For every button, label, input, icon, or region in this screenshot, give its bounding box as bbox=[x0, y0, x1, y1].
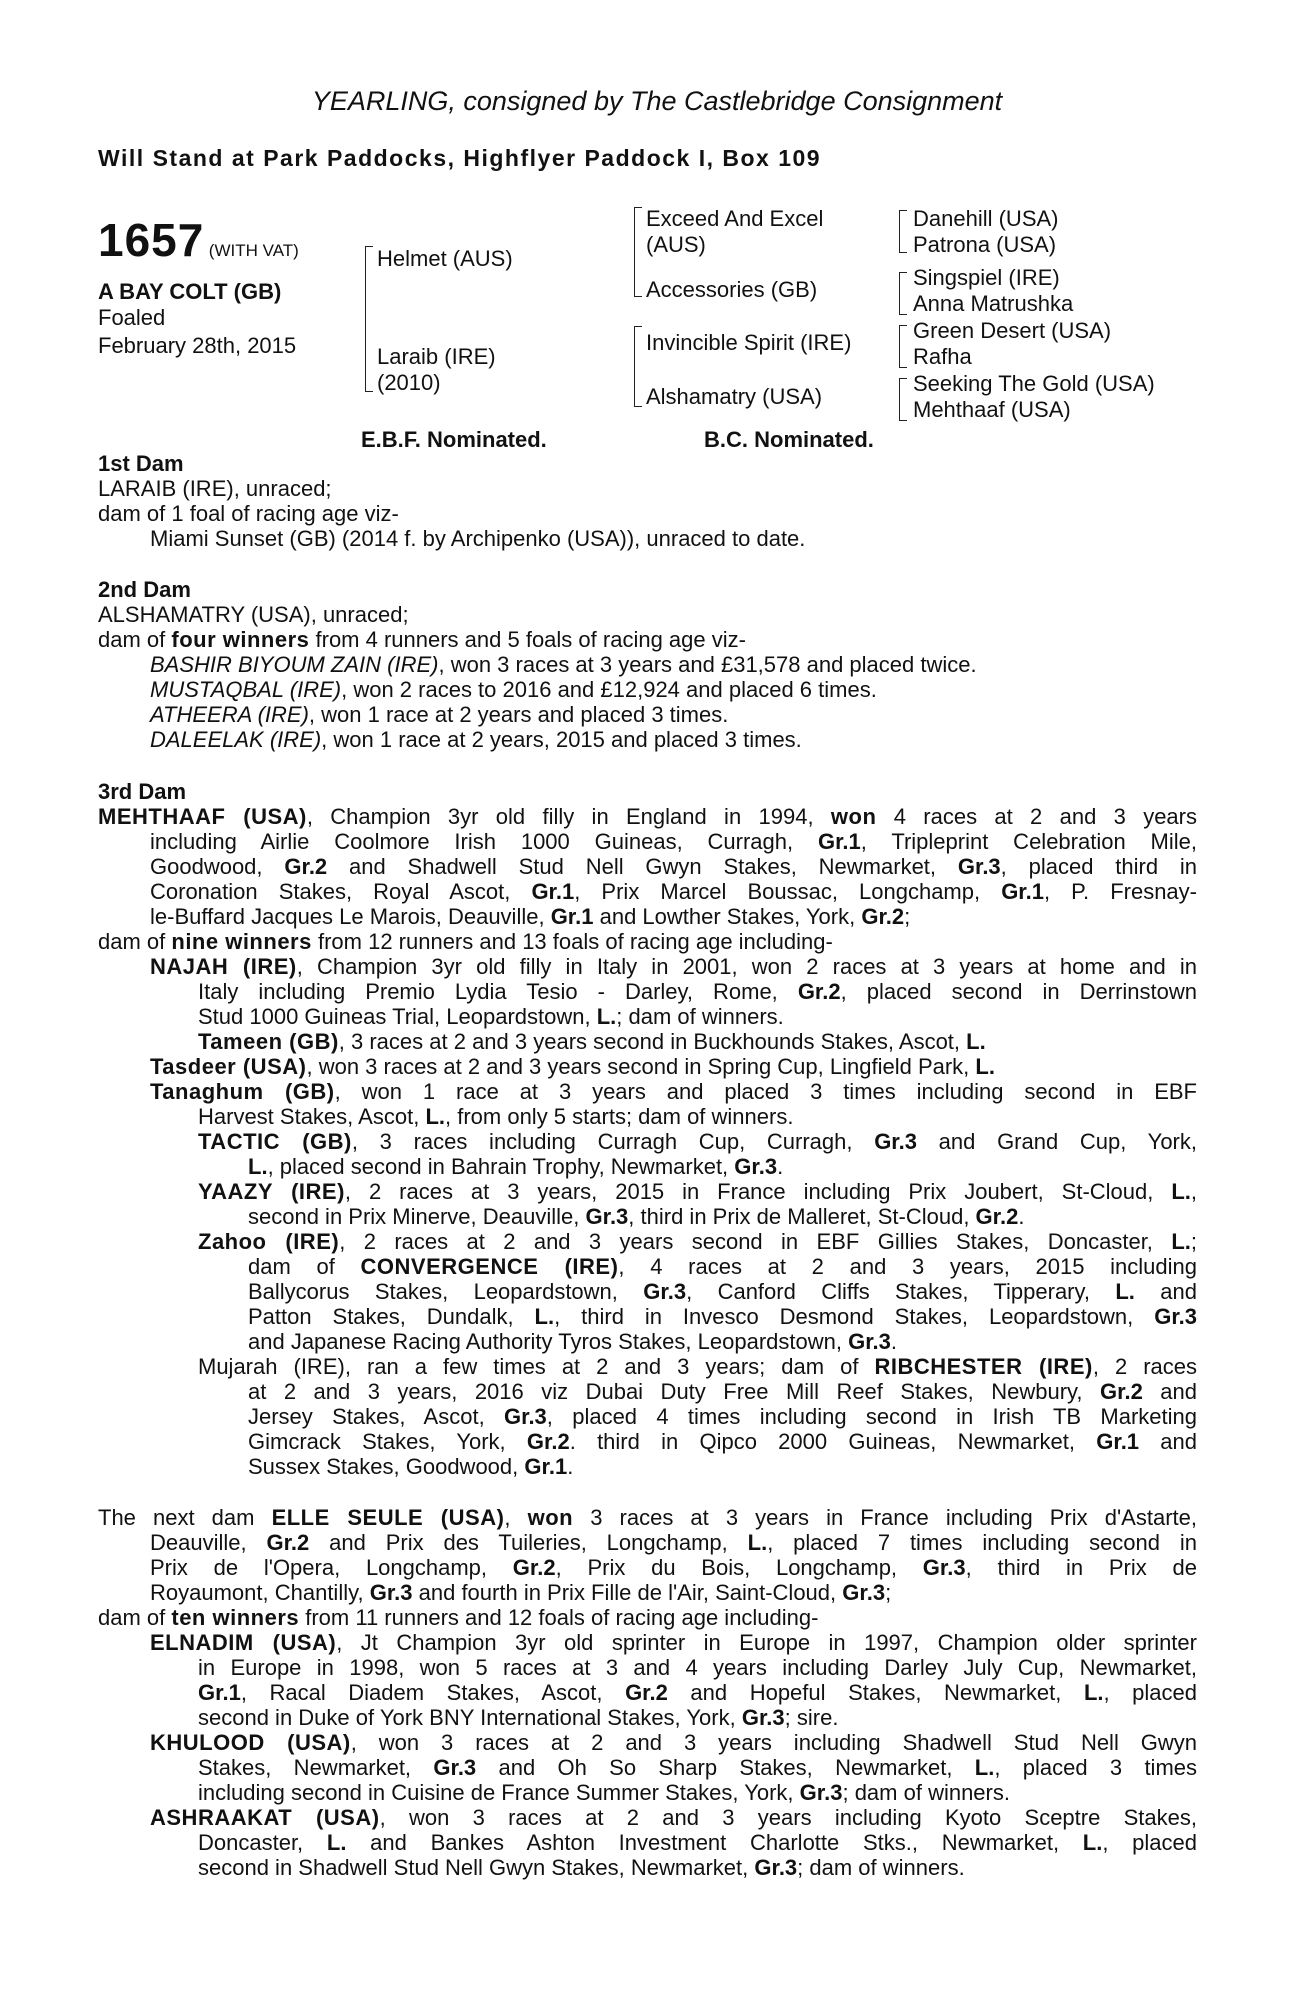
text-run: Zahoo (IRE) bbox=[198, 1229, 340, 1254]
text-run: ; dam of winners. bbox=[616, 1004, 784, 1029]
next-dam-runner bbox=[198, 1830, 1197, 1855]
text-run: 4 races at 2 and 3 years bbox=[876, 804, 1197, 829]
text-run: , Canford Cliffs Stakes, Tipperary, bbox=[686, 1279, 1116, 1304]
third-dam-line bbox=[150, 829, 1197, 854]
vat-note: (WITH VAT) bbox=[208, 241, 299, 260]
text-run: Gr.1 bbox=[198, 1680, 241, 1705]
text-run: Gr.1 bbox=[1096, 1429, 1140, 1454]
text-run: L. bbox=[248, 1154, 268, 1179]
text-run: Gr.3 bbox=[643, 1279, 687, 1304]
text-run: L. bbox=[1115, 1279, 1135, 1304]
text-run: Tameen (GB) bbox=[198, 1029, 339, 1054]
second-dam-runner bbox=[150, 677, 877, 702]
text-run: Gr.1 bbox=[524, 1454, 568, 1479]
pedigree-brace bbox=[634, 207, 635, 297]
third-dam-line bbox=[98, 929, 833, 954]
text-run: ELNADIM (USA) bbox=[150, 1630, 337, 1655]
text-run: L. bbox=[1083, 1680, 1104, 1705]
section-heading-2nd-dam: 2nd Dam bbox=[98, 577, 191, 602]
section-heading-1st-dam: 1st Dam bbox=[98, 451, 184, 476]
text-run: , placed second in Bahrain Trophy, Newmarket, bbox=[267, 1154, 735, 1179]
text-run: . bbox=[777, 1154, 784, 1179]
text-run: ; sire. bbox=[784, 1705, 839, 1730]
third-dam-runner bbox=[198, 1129, 1197, 1154]
text-run: dam of bbox=[98, 627, 172, 652]
text-run: ASHRAAKAT (USA) bbox=[150, 1805, 380, 1830]
text-run: ; dam of winners. bbox=[842, 1780, 1010, 1805]
pedigree-sire: Helmet (AUS) bbox=[377, 246, 513, 271]
text-run: TACTIC (GB) bbox=[198, 1129, 352, 1154]
text-run: , placed 3 times bbox=[994, 1755, 1198, 1780]
text-run: , Champion 3yr old filly in Italy in 2001, won 2 races at 3 years at home and in bbox=[296, 954, 1198, 979]
lot-number: 1657 bbox=[98, 214, 205, 266]
second-dam-runner bbox=[150, 702, 728, 727]
text-run: Ballycorus Stakes, Leopardstown, bbox=[248, 1279, 644, 1304]
text-run: Gr.3 bbox=[922, 1555, 966, 1580]
text-run: Gr.3 bbox=[754, 1855, 798, 1880]
next-dam-line bbox=[150, 1555, 1197, 1580]
text-run: second in Duke of York BNY International Stakes, York, bbox=[198, 1705, 742, 1730]
next-dam-runner bbox=[150, 1630, 1197, 1655]
text-run: , bbox=[504, 1505, 528, 1530]
pedigree-brace bbox=[899, 272, 900, 315]
text-run: Patton Stakes, Dundalk, bbox=[248, 1304, 535, 1329]
pedigree-ss-dam: Patrona (USA) bbox=[913, 232, 1057, 257]
text-run: Gr.3 bbox=[734, 1154, 778, 1179]
text-run: second in Shadwell Stud Nell Gwyn Stakes, Newmarket, bbox=[198, 1855, 755, 1880]
text-run: nine winners bbox=[171, 929, 312, 954]
third-dam-runner bbox=[198, 1354, 1197, 1379]
foaled-date: February 28th, 2015 bbox=[98, 333, 297, 358]
text-run: Sussex Stakes, Goodwood, bbox=[248, 1454, 525, 1479]
text-run: and Hopeful Stakes, Newmarket, bbox=[667, 1680, 1084, 1705]
horse-description: A BAY COLT (GB) bbox=[98, 279, 282, 304]
text-run: Gr.1 bbox=[531, 879, 575, 904]
text-run: CONVERGENCE (IRE) bbox=[360, 1254, 619, 1279]
next-dam-runner bbox=[198, 1755, 1197, 1780]
third-dam-runner bbox=[248, 1379, 1197, 1404]
text-run: , placed third in bbox=[1000, 854, 1197, 879]
next-dam-runner bbox=[198, 1705, 838, 1730]
text-run: Mujarah (IRE), ran a few times at 2 and 3 years; dam of bbox=[198, 1354, 875, 1379]
text-run: Gr.3 bbox=[874, 1129, 917, 1154]
text-run: including Airlie Coolmore Irish 1000 Guineas, Curragh, bbox=[150, 829, 818, 854]
text-run: Stakes, Newmarket, bbox=[198, 1755, 434, 1780]
text-run: and Grand Cup, York, bbox=[917, 1129, 1197, 1154]
third-dam-runner bbox=[198, 1004, 784, 1029]
text-run: BASHIR BIYOUM ZAIN (IRE) bbox=[150, 652, 439, 677]
text-run: YAAZY (IRE) bbox=[198, 1179, 345, 1204]
text-run: , placed bbox=[1103, 1680, 1197, 1705]
pedigree-sd-dam: Anna Matrushka bbox=[913, 291, 1074, 316]
text-run: four winners bbox=[171, 627, 310, 652]
foaled-label: Foaled bbox=[98, 305, 166, 330]
text-run: Jersey Stakes, Ascot, bbox=[248, 1404, 504, 1429]
second-dam-runner bbox=[150, 727, 802, 752]
text-run: Gr.2 bbox=[861, 904, 905, 929]
third-dam-runner bbox=[198, 1104, 793, 1129]
ebf-nominated: E.B.F. Nominated. bbox=[361, 427, 547, 452]
third-dam-runner bbox=[198, 1179, 1197, 1204]
third-dam-runner bbox=[150, 954, 1197, 979]
text-run: Prix de l'Opera, Longchamp, bbox=[150, 1555, 513, 1580]
third-dam-runner bbox=[198, 1229, 1197, 1254]
text-run: , placed 4 times including second in Irish TB Marketing bbox=[546, 1404, 1197, 1429]
text-run: and bbox=[1134, 1279, 1197, 1304]
text-run: , Prix du Bois, Longchamp, bbox=[555, 1555, 923, 1580]
first-dam-line: dam of 1 foal of racing age viz- bbox=[98, 501, 399, 526]
text-run: , won 1 race at 2 years and placed 3 times. bbox=[308, 702, 729, 727]
pedigree-brace bbox=[899, 378, 900, 421]
text-run: , won 3 races at 3 years and £31,578 and placed twice. bbox=[438, 652, 977, 677]
text-run: L. bbox=[534, 1304, 555, 1329]
second-dam-line: ALSHAMATRY (USA), unraced; bbox=[98, 602, 409, 627]
third-dam-runner bbox=[248, 1429, 1197, 1454]
next-dam-line bbox=[98, 1605, 818, 1630]
text-run: , won 3 races at 2 and 3 years including Kyoto Sceptre Stakes, bbox=[379, 1805, 1197, 1830]
text-run: L. bbox=[326, 1830, 347, 1855]
text-run: Gr.3 bbox=[585, 1204, 629, 1229]
text-run: The next dam bbox=[98, 1505, 272, 1530]
text-run: Gr.3 bbox=[799, 1780, 843, 1805]
pedigree-brace bbox=[634, 326, 635, 407]
next-dam-runner bbox=[198, 1780, 1010, 1805]
text-run: and fourth in Prix Fille de l'Air, Saint-Cloud, bbox=[412, 1580, 843, 1605]
text-run: and Oh So Sharp Stakes, Newmarket, bbox=[476, 1755, 975, 1780]
text-run: , from only 5 starts; dam of winners. bbox=[445, 1104, 794, 1129]
pedigree-sire-sire-name: Exceed And Excel bbox=[646, 206, 824, 231]
text-run: Gr.1 bbox=[1001, 879, 1044, 904]
text-run: dam of bbox=[98, 929, 172, 954]
text-run: ; bbox=[904, 904, 911, 929]
text-run: Gr.2 bbox=[266, 1530, 310, 1555]
text-run: , won 2 races to 2016 and £12,924 and placed 6 times. bbox=[341, 677, 877, 702]
text-run: , won 3 races at 2 and 3 years second in Spring Cup, Lingfield Park, bbox=[306, 1054, 976, 1079]
third-dam-runner bbox=[150, 1079, 1197, 1104]
text-run: , won 1 race at 3 years and placed 3 times including second in EBF bbox=[334, 1079, 1197, 1104]
third-dam-runner bbox=[198, 979, 1197, 1004]
pedigree-dam-dam: Alshamatry (USA) bbox=[646, 384, 823, 409]
text-run: L. bbox=[966, 1029, 986, 1054]
text-run: , 3 races including Curragh Cup, Curragh, bbox=[351, 1129, 875, 1154]
third-dam-runner bbox=[248, 1154, 783, 1179]
foaled-info bbox=[98, 304, 296, 360]
third-dam-runner bbox=[248, 1204, 1024, 1229]
text-run: ten winners bbox=[171, 1605, 300, 1630]
text-run: Harvest Stakes, Ascot, bbox=[198, 1104, 426, 1129]
text-run: Gr.3 bbox=[433, 1755, 477, 1780]
text-run: MEHTHAAF (USA) bbox=[98, 804, 307, 829]
text-run: Tanaghum (GB) bbox=[150, 1079, 335, 1104]
text-run: dam of bbox=[98, 1605, 172, 1630]
text-run: , won 1 race at 2 years, 2015 and placed 3 times. bbox=[321, 727, 802, 752]
text-run: DALEELAK (IRE) bbox=[150, 727, 322, 752]
third-dam-line bbox=[150, 904, 910, 929]
text-run: Italy including Premio Lydia Tesio - Darley, Rome, bbox=[198, 979, 798, 1004]
next-dam-runner bbox=[198, 1680, 1197, 1705]
first-dam-line: LARAIB (IRE), unraced; bbox=[98, 476, 332, 501]
consignment-title: YEARLING, consigned by The Castlebridge Consignment bbox=[311, 86, 1003, 116]
text-run: L. bbox=[1171, 1179, 1191, 1204]
section-heading-3rd-dam: 3rd Dam bbox=[98, 779, 187, 804]
pedigree-brace bbox=[899, 325, 900, 368]
next-dam-runner bbox=[150, 1805, 1197, 1830]
text-run: L. bbox=[975, 1054, 995, 1079]
pedigree-brace bbox=[899, 210, 900, 253]
text-run: second in Prix Minerve, Deauville, bbox=[248, 1204, 586, 1229]
text-run: L. bbox=[747, 1530, 768, 1555]
text-run: and Shadwell Stud Nell Gwyn Stakes, Newmarket, bbox=[327, 854, 958, 879]
text-run: and bbox=[1142, 1379, 1197, 1404]
third-dam-runner bbox=[198, 1029, 986, 1054]
text-run: in Europe in 1998, won 5 races at 3 and 4 years including Darley July Cup, Newmarket, bbox=[198, 1655, 1197, 1680]
text-run: KHULOOD (USA) bbox=[150, 1730, 351, 1755]
pedigree-brace bbox=[365, 246, 366, 392]
third-dam-runner bbox=[248, 1404, 1197, 1429]
third-dam-runner bbox=[248, 1329, 897, 1354]
text-run: and Bankes Ashton Investment Charlotte Stks., Newmarket, bbox=[346, 1830, 1083, 1855]
text-run: won bbox=[527, 1505, 574, 1530]
next-dam-line bbox=[98, 1505, 1197, 1530]
text-run: ; bbox=[1190, 1229, 1197, 1254]
text-run: , P. Fresnay- bbox=[1044, 879, 1197, 904]
text-run: Gr.2 bbox=[512, 1555, 556, 1580]
text-run: ELLE SEULE (USA) bbox=[271, 1505, 505, 1530]
text-run: , 2 races bbox=[1092, 1354, 1197, 1379]
pedigree-sd-sire: Singspiel (IRE) bbox=[913, 265, 1060, 290]
third-dam-line bbox=[150, 879, 1197, 904]
text-run: Gr.1 bbox=[817, 829, 861, 854]
text-run: NAJAH (IRE) bbox=[150, 954, 297, 979]
text-run: le-Buffard Jacques Le Marois, Deauville, bbox=[150, 904, 551, 929]
text-run: and Prix des Tuileries, Longchamp, bbox=[309, 1530, 748, 1555]
text-run: , won 3 races at 2 and 3 years including Shadwell Stud Nell Gwyn bbox=[350, 1730, 1197, 1755]
pedigree-dam-sire: Invincible Spirit (IRE) bbox=[646, 330, 852, 355]
text-run: won bbox=[830, 804, 877, 829]
text-run: Gr.3 bbox=[957, 854, 1001, 879]
text-run: . bbox=[1018, 1204, 1025, 1229]
text-run: RIBCHESTER (IRE) bbox=[874, 1354, 1093, 1379]
pedigree-dd-sire: Seeking The Gold (USA) bbox=[913, 371, 1155, 396]
text-run: Gr.3 bbox=[1154, 1304, 1198, 1329]
text-run: Gr.3 bbox=[503, 1404, 547, 1429]
lot-number-block bbox=[98, 213, 299, 267]
text-run: Coronation Stakes, Royal Ascot, bbox=[150, 879, 532, 904]
pedigree-ds-sire: Green Desert (USA) bbox=[913, 318, 1112, 343]
text-run: Gr.1 bbox=[550, 904, 594, 929]
text-run: Gimcrack Stakes, York, bbox=[248, 1429, 527, 1454]
third-dam-runner bbox=[248, 1304, 1197, 1329]
text-run: at 2 and 3 years, 2016 viz Dubai Duty Free Mill Reef Stakes, Newbury, bbox=[248, 1379, 1100, 1404]
stand-location: Will Stand at Park Paddocks, Highflyer Paddock I, Box 109 bbox=[98, 145, 822, 171]
text-run: ATHEERA (IRE) bbox=[150, 702, 309, 727]
text-run: Stud 1000 Guineas Trial, Leopardstown, bbox=[198, 1004, 597, 1029]
text-run: , placed second in Derrinstown bbox=[840, 979, 1198, 1004]
pedigree-dam-name: Laraib (IRE) bbox=[377, 344, 496, 369]
text-run: including second in Cuisine de France Summer Stakes, York, bbox=[198, 1780, 800, 1805]
third-dam-runner bbox=[248, 1454, 573, 1479]
third-dam-runner bbox=[248, 1279, 1197, 1304]
text-run: Gr.3 bbox=[741, 1705, 785, 1730]
text-run: , Racal Diadem Stakes, Ascot, bbox=[240, 1680, 626, 1705]
text-run: Gr.2 bbox=[526, 1429, 570, 1454]
third-dam-line bbox=[98, 804, 1197, 829]
text-run: and Japanese Racing Authority Tyros Stakes, Leopardstown, bbox=[248, 1329, 849, 1354]
text-run: MUSTAQBAL (IRE) bbox=[150, 677, 342, 702]
text-run: , placed 7 times including second in bbox=[767, 1530, 1197, 1555]
text-run: , third in Prix de bbox=[965, 1555, 1197, 1580]
text-run: Gr.2 bbox=[284, 854, 328, 879]
text-run: Royaumont, Chantilly, bbox=[150, 1580, 370, 1605]
text-run: , 2 races at 2 and 3 years second in EBF Gillies Stakes, Doncaster, bbox=[339, 1229, 1172, 1254]
text-run: , Tripleprint Celebration Mile, bbox=[860, 829, 1197, 854]
next-dam-line bbox=[150, 1530, 1197, 1555]
text-run: L. bbox=[425, 1104, 445, 1129]
pedigree-dam bbox=[377, 344, 496, 396]
text-run: ; bbox=[885, 1580, 892, 1605]
text-run: from 12 runners and 13 foals of racing age including- bbox=[311, 929, 833, 954]
text-run: Tasdeer (USA) bbox=[150, 1054, 307, 1079]
next-dam-runner bbox=[198, 1655, 1197, 1680]
text-run: L. bbox=[1171, 1229, 1191, 1254]
text-run: , 3 races at 2 and 3 years second in Buckhounds Stakes, Ascot, bbox=[338, 1029, 967, 1054]
text-run: Gr.2 bbox=[797, 979, 841, 1004]
text-run: ; dam of winners. bbox=[797, 1855, 965, 1880]
text-run: L. bbox=[1082, 1830, 1103, 1855]
text-run: Gr.3 bbox=[848, 1329, 891, 1354]
next-dam-runner bbox=[198, 1855, 965, 1880]
text-run: Goodwood, bbox=[150, 854, 285, 879]
first-dam-line: Miami Sunset (GB) (2014 f. by Archipenko (USA)), unraced to date. bbox=[150, 526, 806, 551]
text-run: Gr.2 bbox=[625, 1680, 668, 1705]
text-run: dam of bbox=[248, 1254, 361, 1279]
pedigree-ds-dam: Rafha bbox=[913, 344, 972, 369]
text-run: , 4 races at 2 and 3 years, 2015 including bbox=[618, 1254, 1198, 1279]
text-run: , Champion 3yr old filly in England in 1994, bbox=[306, 804, 831, 829]
pedigree-dd-dam: Mehthaaf (USA) bbox=[913, 397, 1071, 422]
text-run: Gr.3 bbox=[842, 1580, 886, 1605]
text-run: Gr.3 bbox=[369, 1580, 413, 1605]
text-run: , 2 races at 3 years, 2015 in France including Prix Joubert, St-Cloud, bbox=[344, 1179, 1172, 1204]
text-run: , placed bbox=[1102, 1830, 1197, 1855]
text-run: , third in Prix de Malleret, St-Cloud, bbox=[628, 1204, 976, 1229]
bc-nominated: B.C. Nominated. bbox=[704, 427, 874, 452]
text-run: Deauville, bbox=[150, 1530, 267, 1555]
text-run: from 4 runners and 5 foals of racing age viz- bbox=[309, 627, 746, 652]
text-run: L. bbox=[974, 1755, 995, 1780]
text-run: . third in Qipco 2000 Guineas, Newmarket, bbox=[569, 1429, 1097, 1454]
pedigree-dam-year: (2010) bbox=[377, 370, 441, 395]
second-dam-line bbox=[98, 627, 746, 652]
text-run: Gr.2 bbox=[975, 1204, 1019, 1229]
text-run: , Prix Marcel Boussac, Longchamp, bbox=[574, 879, 1002, 904]
next-dam-runner bbox=[150, 1730, 1197, 1755]
third-dam-runner bbox=[150, 1054, 995, 1079]
text-run: . bbox=[567, 1454, 574, 1479]
pedigree-sire-sire-country: (AUS) bbox=[646, 232, 706, 257]
pedigree-sire-dam: Accessories (GB) bbox=[646, 277, 818, 302]
next-dam-line bbox=[150, 1580, 891, 1605]
text-run: and Lowther Stakes, York, bbox=[593, 904, 862, 929]
text-run: . bbox=[890, 1329, 898, 1354]
text-run: , third in Invesco Desmond Stakes, Leopardstown, bbox=[554, 1304, 1155, 1329]
text-run: and bbox=[1139, 1429, 1197, 1454]
third-dam-line bbox=[150, 854, 1197, 879]
text-run: Gr.2 bbox=[1100, 1379, 1143, 1404]
second-dam-runner bbox=[150, 652, 977, 677]
text-run: from 11 runners and 12 foals of racing age including- bbox=[299, 1605, 819, 1630]
text-run: Doncaster, bbox=[198, 1830, 327, 1855]
text-run: , bbox=[1190, 1179, 1197, 1204]
text-run: L. bbox=[596, 1004, 617, 1029]
pedigree-ss-sire: Danehill (USA) bbox=[913, 206, 1059, 231]
text-run: , Jt Champion 3yr old sprinter in Europe in 1997, Champion older sprinter bbox=[336, 1630, 1197, 1655]
text-run: 3 races at 3 years in France including Prix d'Astarte, bbox=[573, 1505, 1197, 1530]
third-dam-runner bbox=[248, 1254, 1197, 1279]
pedigree-sire-sire bbox=[646, 206, 823, 258]
